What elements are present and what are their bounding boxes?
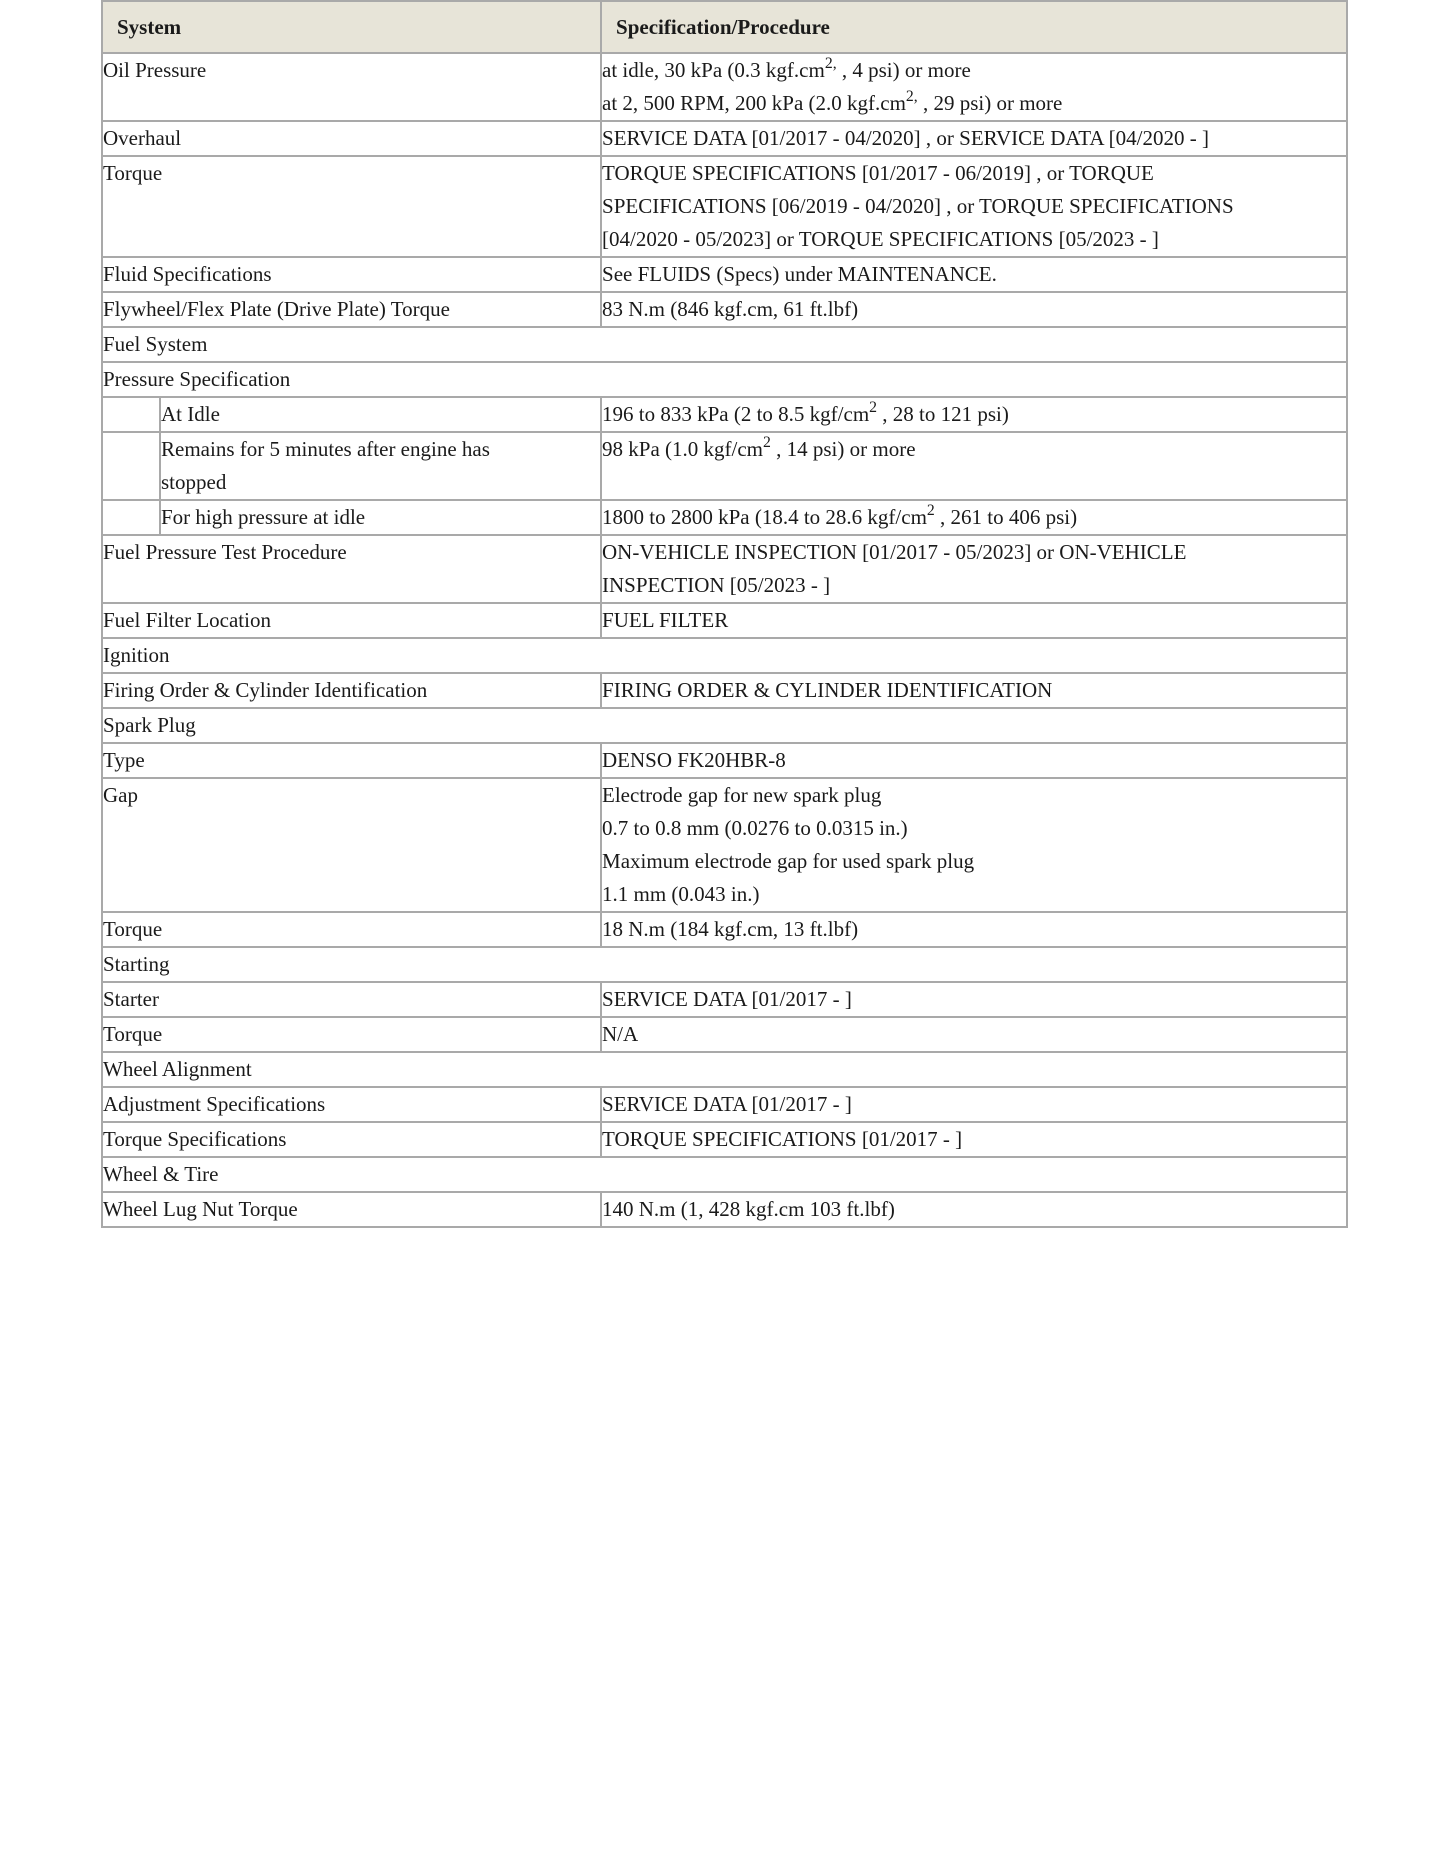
row-value: 83 N.m (846 kgf.cm, 61 ft.lbf) [601, 292, 1347, 327]
value-line: 0.7 to 0.8 mm (0.0276 to 0.0315 in.) [602, 816, 908, 840]
row-label: At Idle [160, 397, 601, 432]
indent-spacer [102, 432, 160, 500]
indent-spacer [102, 397, 160, 432]
table-row-fluid-specs [102, 257, 1347, 292]
section-row-wheel-tire [102, 1157, 1347, 1192]
row-value: DENSO FK20HBR-8 [601, 743, 1347, 778]
row-label: Overhaul [102, 121, 601, 156]
header-spec: Specification/Procedure [601, 1, 1347, 53]
table-row-starter-torque [102, 1017, 1347, 1052]
row-value [601, 53, 1347, 121]
table-row-high-pressure-idle [102, 500, 1347, 535]
table-row-starter [102, 982, 1347, 1017]
row-value: 18 N.m (184 kgf.cm, 13 ft.lbf) [601, 912, 1347, 947]
value-line: ON-VEHICLE INSPECTION [01/2017 - 05/2023] or ON-VEHICLE [602, 540, 1187, 564]
section-row-starting [102, 947, 1347, 982]
row-value [601, 535, 1347, 603]
row-value: FIRING ORDER & CYLINDER IDENTIFICATION [601, 673, 1347, 708]
table-row-plug-gap [102, 778, 1347, 912]
row-label: Torque [102, 912, 601, 947]
row-label: Fuel Filter Location [102, 603, 601, 638]
row-value: SERVICE DATA [01/2017 - ] [601, 982, 1347, 1017]
table-row-plug-type [102, 743, 1347, 778]
row-label: For high pressure at idle [160, 500, 601, 535]
row-label: Starter [102, 982, 601, 1017]
table-row-at-idle [102, 397, 1347, 432]
section-title: Wheel Alignment [102, 1052, 1347, 1087]
header-row [102, 1, 1347, 53]
row-value: SERVICE DATA [01/2017 - 04/2020] , or SERVICE DATA [04/2020 - ] [601, 121, 1347, 156]
row-value: See FLUIDS (Specs) under MAINTENANCE. [601, 257, 1347, 292]
row-value: TORQUE SPECIFICATIONS [01/2017 - ] [601, 1122, 1347, 1157]
section-row-fuel-system [102, 327, 1347, 362]
table-row-flywheel-torque [102, 292, 1347, 327]
row-value: N/A [601, 1017, 1347, 1052]
value-line: Electrode gap for new spark plug [602, 783, 882, 807]
section-title: Wheel & Tire [102, 1157, 1347, 1192]
table-row-firing-order [102, 673, 1347, 708]
row-value [601, 156, 1347, 257]
section-title: Spark Plug [102, 708, 1347, 743]
value-line: at 2, 500 RPM, 200 kPa (2.0 $kgf.cm^{2,}$ , 29 psi) or more [602, 88, 1063, 115]
table-row-adjustment-specs [102, 1087, 1347, 1122]
row-value: 140 N.m (1, 428 kgf.cm 103 ft.lbf) [601, 1192, 1347, 1227]
value-line: TORQUE SPECIFICATIONS [01/2017 - 06/2019] , or TORQUE [602, 161, 1154, 185]
section-row-ignition [102, 638, 1347, 673]
value-line: SPECIFICATIONS [06/2019 - 04/2020] , or TORQUE SPECIFICATIONS [602, 194, 1234, 218]
value-line: 1.1 mm (0.043 in.) [602, 882, 760, 906]
table-row-lug-nut-torque [102, 1192, 1347, 1227]
row-label: Type [102, 743, 601, 778]
value-line: at idle, 30 kPa (0.3 $kgf.cm^{2,}$ , 4 psi) or more [602, 55, 971, 82]
table-row-overhaul [102, 121, 1347, 156]
row-label: Torque Specifications [102, 1122, 601, 1157]
spec-table [101, 0, 1348, 1228]
section-title: Starting [102, 947, 1347, 982]
indent-spacer [102, 500, 160, 535]
row-label: Wheel Lug Nut Torque [102, 1192, 601, 1227]
row-value [601, 778, 1347, 912]
row-value: 196 to 833 kPa (2 to 8.5 kgf/$cm^2$ , 28 to 121 psi) [601, 397, 1347, 432]
row-value: 98 kPa (1.0 kgf/$cm^2$ , 14 psi) or more [601, 432, 1347, 500]
section-title: Fuel System [102, 327, 1347, 362]
row-label: Torque [102, 156, 601, 257]
section-row-spark-plug [102, 708, 1347, 743]
section-row-wheel-alignment [102, 1052, 1347, 1087]
value-line: [04/2020 - 05/2023] or TORQUE SPECIFICATIONS [05/2023 - ] [602, 227, 1159, 251]
value-line: Maximum electrode gap for used spark plug [602, 849, 975, 873]
row-value: 1800 to 2800 kPa (18.4 to 28.6 kgf/$cm^2$ , 261 to 406 psi) [601, 500, 1347, 535]
table-row-oil-pressure [102, 53, 1347, 121]
table-row-plug-torque [102, 912, 1347, 947]
value-line: INSPECTION [05/2023 - ] [602, 573, 831, 597]
row-value: SERVICE DATA [01/2017 - ] [601, 1087, 1347, 1122]
table-row-engine-torque [102, 156, 1347, 257]
table-row-fuel-filter [102, 603, 1347, 638]
row-label: Gap [102, 778, 601, 912]
row-label: Fluid Specifications [102, 257, 601, 292]
subsection-row-pressure-spec [102, 362, 1347, 397]
row-label: Torque [102, 1017, 601, 1052]
table-row-alignment-torque-specs [102, 1122, 1347, 1157]
table-row-remains-5-min [102, 432, 1347, 500]
row-label: Firing Order & Cylinder Identification [102, 673, 601, 708]
row-label: Oil Pressure [102, 53, 601, 121]
row-label: Fuel Pressure Test Procedure [102, 535, 601, 603]
table-row-fuel-pressure-test [102, 535, 1347, 603]
row-label: Remains for 5 minutes after engine has stopped [160, 432, 601, 500]
subsection-title: Pressure Specification [102, 362, 1347, 397]
header-system: System [102, 1, 601, 53]
row-label: Flywheel/Flex Plate (Drive Plate) Torque [102, 292, 601, 327]
section-title: Ignition [102, 638, 1347, 673]
row-label: Adjustment Specifications [102, 1087, 601, 1122]
row-value: FUEL FILTER [601, 603, 1347, 638]
